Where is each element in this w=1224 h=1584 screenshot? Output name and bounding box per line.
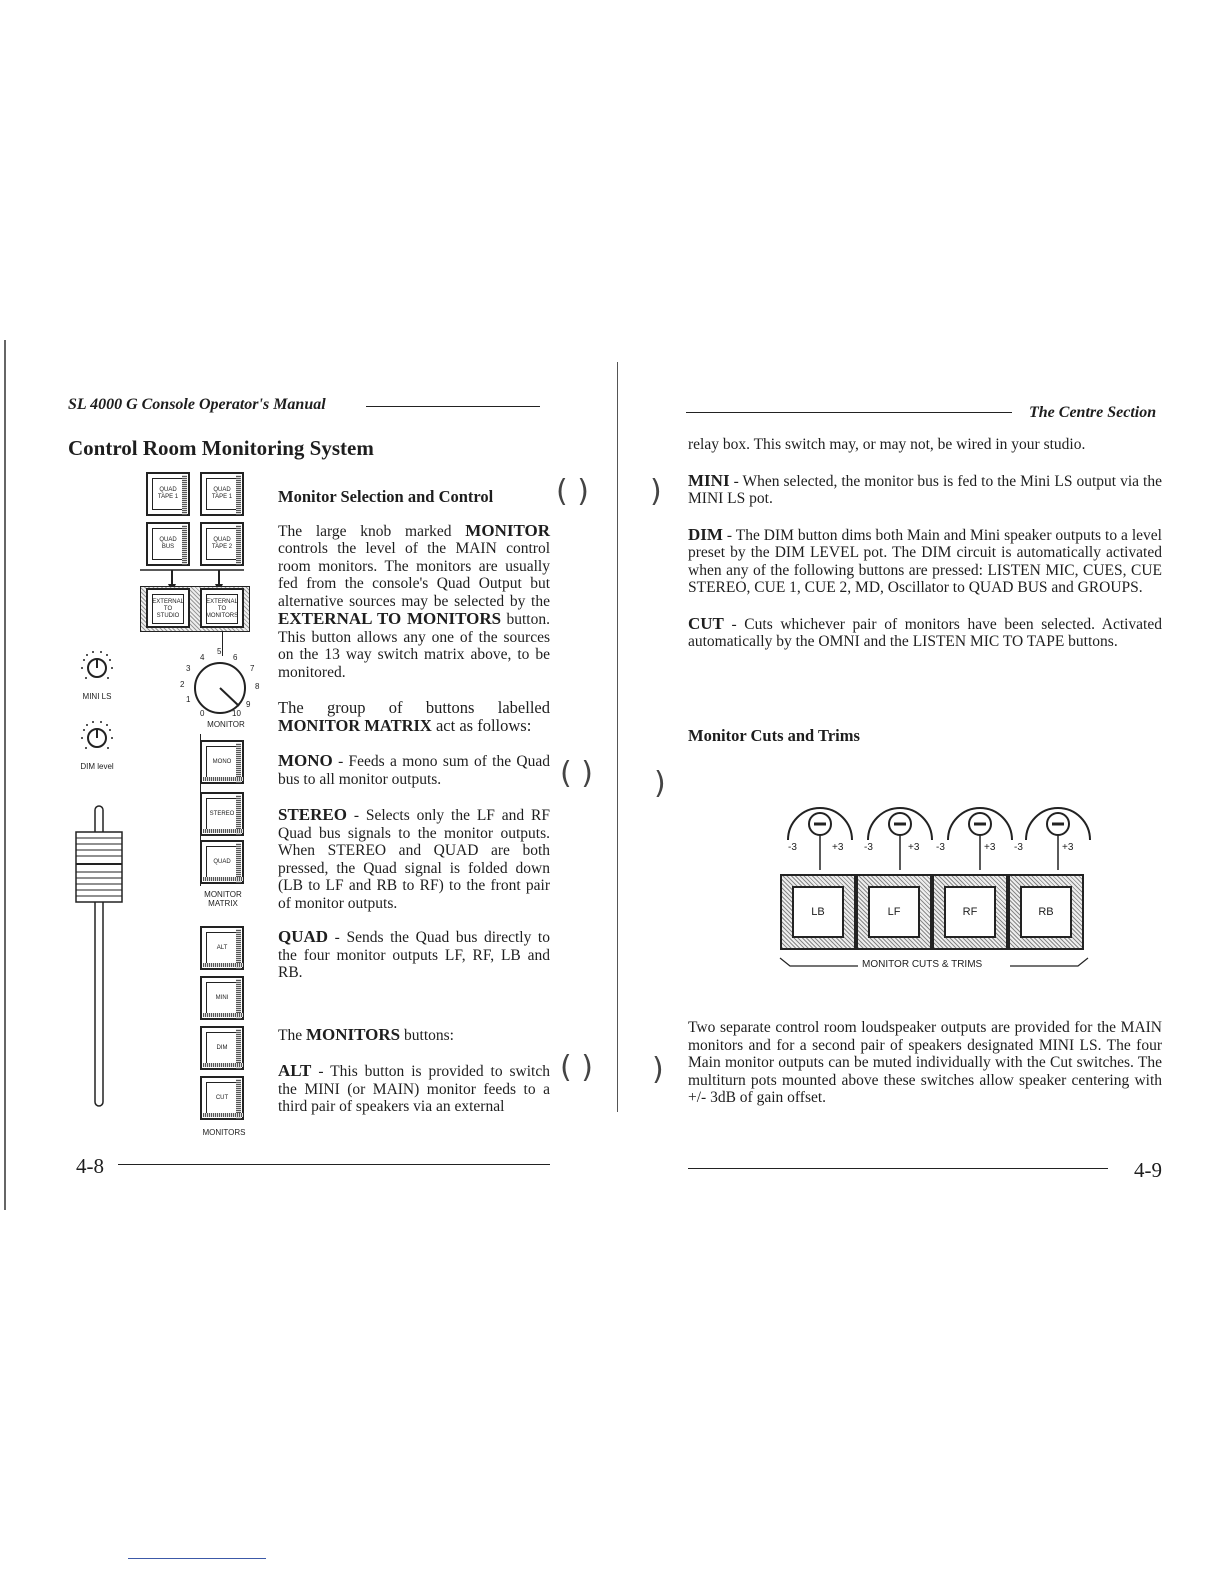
trim-minus-2: -3 [864, 842, 873, 853]
trim-minus-4: -3 [1014, 842, 1023, 853]
trim-minus-1: -3 [788, 842, 797, 853]
middle-column [278, 488, 550, 1116]
binding-hole-mark: ( ) [560, 756, 593, 791]
keyword: MONITOR MATRIX [278, 715, 432, 735]
keyword: EXTERNAL TO MONITORS [278, 609, 502, 628]
external-to-monitors-button [200, 588, 244, 628]
external-to-studio-button [146, 588, 190, 628]
binding-hole-mark: ) [654, 766, 666, 801]
button-label: ALT [206, 932, 238, 964]
text: button. This button allows any one of the sources on the 13 way switch matrix above, to be monitored. [278, 611, 550, 681]
knob-scale-0: 0 [200, 709, 205, 718]
cut-lf-button [856, 874, 932, 950]
text: - The DIM button dims both Main and Mini speaker outputs to a level preset by the DIM LEVEL pot. The DIM circuit is automatically activated when any of the following buttons are pressed: LISTEN MIC, CUES, CUE STEREO, CUE 1, CUE 2, MD, Oscillator to QUAD BUS and GROUPS. [688, 526, 1162, 596]
knob-scale-6: 6 [233, 653, 238, 662]
matrix-paragraph [278, 699, 550, 734]
binding-hole-mark: ( ) [556, 474, 589, 509]
dim-level-label: DIM level [80, 762, 114, 771]
cut-rb-button [1008, 874, 1084, 950]
dim-paragraph [688, 526, 1162, 597]
cut-lb-button [780, 874, 856, 950]
knob-scale-3: 3 [186, 664, 191, 673]
binding-hole-mark: ) [650, 474, 662, 509]
keyword: CUT [688, 613, 724, 633]
scan-edge-left [4, 340, 6, 1210]
button-label: DIM [206, 1032, 238, 1064]
monitor-paragraph [278, 522, 550, 682]
trim-plus-4: +3 [1062, 842, 1074, 853]
footer-rule-left [118, 1164, 550, 1165]
page-number-left: 4-8 [76, 1154, 104, 1178]
knob-scale-2: 2 [180, 680, 185, 689]
keyword: MONO [278, 751, 333, 770]
right-closing [688, 1019, 1162, 1107]
monitor-matrix-label: MONITOR MATRIX [204, 890, 242, 908]
mini-button [200, 976, 244, 1020]
keyword: MINI [688, 470, 730, 490]
trim-plus-1: +3 [832, 842, 844, 853]
running-header-left: SL 4000 G Console Operator's Manual [68, 396, 326, 413]
knob-scale-1: 1 [186, 695, 191, 704]
trim-plus-2: +3 [908, 842, 920, 853]
text: controls the level of the MAIN control room monitors. The monitors are usually fed from the console's Quad Output but alternative sources may be selected by the [278, 540, 550, 610]
button-label: QUAD TAPE 1 [152, 478, 184, 510]
keyword: DIM [688, 524, 723, 544]
dim-button [200, 1026, 244, 1070]
text: The group of buttons labelled [278, 698, 550, 717]
button-label: RB [1020, 886, 1072, 938]
quad-bus-button [146, 522, 190, 566]
cut-rf-button [932, 874, 1008, 950]
alt-paragraph [278, 1062, 550, 1116]
relay-paragraph: relay box. This switch may, or may not, be wired in your studio. [688, 436, 1086, 453]
monitor-knob-label: MONITOR [207, 720, 245, 729]
button-label: QUAD TAPE 1 [206, 478, 238, 510]
cut-paragraph [688, 615, 1162, 651]
cuts-trims-heading: Monitor Cuts and Trims [688, 726, 860, 745]
button-label: LB [792, 886, 844, 938]
page-number-right: 4-9 [1134, 1158, 1162, 1182]
text: - Sends the Quad bus directly to the four monitor outputs LF, RF, LB and RB. [278, 929, 550, 981]
dim-level-pot-icon [74, 718, 120, 760]
trim-plus-3: +3 [984, 842, 996, 853]
footer-rule-right [688, 1168, 1108, 1169]
keyword: MONITORS [305, 1024, 401, 1044]
fader-icon [72, 800, 128, 1110]
keyword: MONITOR [465, 520, 550, 540]
right-column [688, 436, 1162, 651]
quad-tape1-button-left [146, 472, 190, 516]
cut-button [200, 1076, 244, 1120]
text: - Feeds a mono sum of the Quad bus to all monitor outputs. [278, 753, 550, 788]
text: The [278, 1026, 306, 1044]
button-label: QUAD [206, 846, 238, 878]
button-label: QUAD BUS [152, 528, 184, 560]
text: act as follows: [431, 715, 532, 735]
button-label: EXTERNAL TO MONITORS [206, 594, 238, 624]
button-label: MINI [206, 982, 238, 1014]
keyword: QUAD [278, 927, 329, 946]
text: - Cuts whichever pair of monitors have been selected. Activated automatically by the OMNI and the LISTEN MIC TO TAPE buttons. [688, 615, 1162, 650]
monitors-label: MONITORS [202, 1128, 246, 1137]
mono-button [200, 740, 244, 784]
mini-paragraph [688, 472, 1162, 508]
text: - Selects only the LF and RF Quad bus signals to the monitor outputs. When STEREO and QUAD are both pressed, the Quad signal is folded down (LB to LF and RB to RF) to the front pair of monitor outputs. [278, 807, 550, 912]
button-label: QUAD TAPE 2 [206, 528, 238, 560]
knob-scale-8: 8 [255, 682, 260, 691]
keyword: ALT [278, 1061, 312, 1080]
section-title: Control Room Monitoring System [68, 436, 374, 460]
keyword: STEREO [278, 805, 347, 824]
quad-button [200, 840, 244, 884]
trim-pots-icon [770, 790, 1100, 870]
quad-tape2-button [200, 522, 244, 566]
cuts-trims-figure-label: MONITOR CUTS & TRIMS [862, 959, 983, 970]
knob-scale-7: 7 [250, 664, 255, 673]
button-label: STEREO [206, 798, 238, 830]
trim-minus-3: -3 [936, 842, 945, 853]
button-label: MONO [206, 746, 238, 778]
knob-scale-10: 10 [232, 709, 241, 718]
monitors-buttons-paragraph [278, 1026, 550, 1045]
stereo-button [200, 792, 244, 836]
text: The large knob marked [278, 522, 466, 540]
knob-scale-9: 9 [246, 700, 251, 709]
text: - When selected, the monitor bus is fed to the Mini LS output via the MINI LS pot. [688, 472, 1162, 507]
binding-hole-mark: ( ) [560, 1050, 593, 1085]
knob-scale-5: 5 [217, 647, 222, 656]
button-label: LF [868, 886, 920, 938]
mini-ls-pot-icon [74, 648, 120, 690]
loudspeaker-paragraph: Two separate control room loudspeaker outputs are provided for the MAIN monitors and for a second pair of speakers designated MINI LS. The four Main monitor outputs can be muted individually with the Cut switches. The multiturn pots mounted above these switches allow speaker centering with +/- 3dB of gain offset. [688, 1019, 1162, 1106]
text: - This button is provided to switch the MINI (or MAIN) monitor feeds to a third pair of speakers via an external [278, 1063, 550, 1115]
text: buttons: [400, 1026, 454, 1044]
button-label: CUT [206, 1082, 238, 1114]
button-label: RF [944, 886, 996, 938]
running-header-right: The Centre Section [1029, 404, 1157, 421]
stereo-paragraph [278, 806, 550, 912]
quad-tape1-button-right [200, 472, 244, 516]
knob-scale-4: 4 [200, 653, 205, 662]
quad-paragraph [278, 928, 550, 982]
button-label: EXTERNAL TO STUDIO [152, 594, 184, 624]
mini-ls-label: MINI LS [82, 692, 112, 701]
binding-hole-mark: ) [652, 1052, 664, 1087]
mono-paragraph [278, 752, 550, 788]
scan-artifact-line [128, 1558, 266, 1559]
monitor-selection-heading: Monitor Selection and Control [278, 487, 494, 506]
alt-button [200, 926, 244, 970]
